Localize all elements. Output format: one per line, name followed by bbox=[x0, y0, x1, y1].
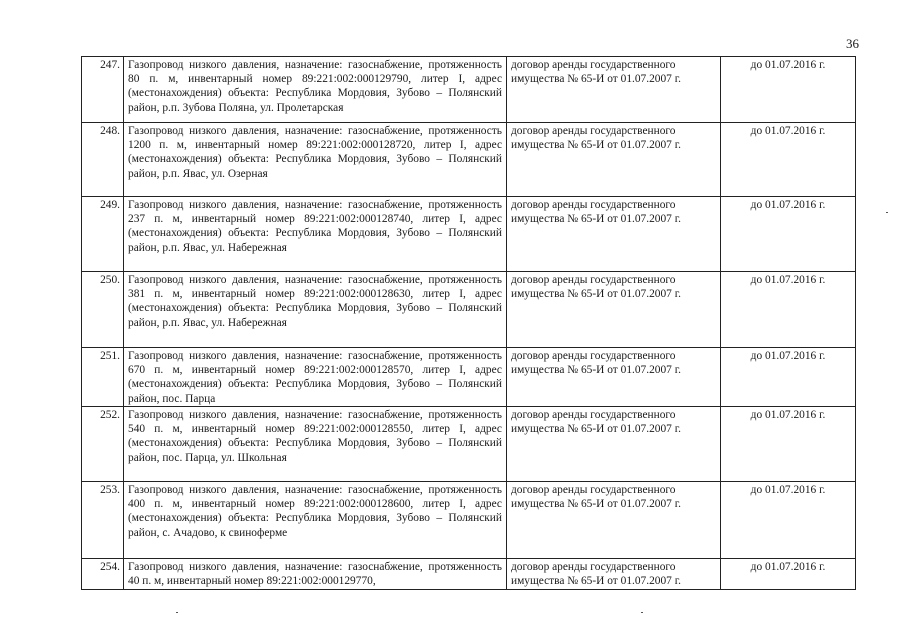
table-row bbox=[82, 272, 856, 348]
lease-term: до 01.07.2016 г. bbox=[721, 407, 856, 482]
table-row bbox=[82, 482, 856, 559]
row-number: 251. bbox=[82, 348, 124, 407]
lease-term: до 01.07.2016 г. bbox=[721, 559, 856, 590]
object-description: Газопровод низкого давления, назначение: газоснабжение, протяженность 40 п. м, инвентарный номер 89:221:002:000129770, bbox=[124, 559, 507, 590]
lease-term: до 01.07.2016 г. bbox=[721, 272, 856, 348]
scan-speck bbox=[176, 612, 178, 613]
row-number: 254. bbox=[82, 559, 124, 590]
row-number: 253. bbox=[82, 482, 124, 559]
object-description: Газопровод низкого давления, назначение: газоснабжение, протяженность 80 п. м, инвентарный номер 89:221:002:000129790, литер I, адрес (местонахождения) объекта: Республика Мордовия, Зубово – Полянский район, р.п. Зубова Поляна, ул. Пролетарская bbox=[124, 57, 507, 123]
table-row bbox=[82, 348, 856, 407]
lease-basis: договор аренды государственного имущества № 65-И от 01.07.2007 г. bbox=[507, 57, 721, 123]
object-description: Газопровод низкого давления, назначение: газоснабжение, протяженность 670 п. м, инвентарный номер 89:221:002:000128570, литер I, адрес (местонахождения) объекта: Республика Мордовия, Зубово – Полянский район, пос. Парца bbox=[124, 348, 507, 407]
lease-term: до 01.07.2016 г. bbox=[721, 197, 856, 272]
lease-basis: договор аренды государственного имущества № 65-И от 01.07.2007 г. bbox=[507, 482, 721, 559]
table-row bbox=[82, 57, 856, 123]
scan-speck bbox=[886, 212, 888, 213]
row-number: 252. bbox=[82, 407, 124, 482]
row-number: 248. bbox=[82, 123, 124, 197]
lease-term: до 01.07.2016 г. bbox=[721, 123, 856, 197]
lease-basis: договор аренды государственного имущества № 65-И от 01.07.2007 г. bbox=[507, 123, 721, 197]
property-registry-table bbox=[81, 56, 856, 590]
lease-basis: договор аренды государственного имущества № 65-И от 01.07.2007 г. bbox=[507, 407, 721, 482]
lease-basis: договор аренды государственного имущества № 65-И от 01.07.2007 г. bbox=[507, 197, 721, 272]
object-description: Газопровод низкого давления, назначение: газоснабжение, протяженность 540 п. м, инвентарный номер 89:221:002:000128550, литер I, адрес (местонахождения) объекта: Республика Мордовия, Зубово – Полянский район, пос. Парца, ул. Школьная bbox=[124, 407, 507, 482]
lease-term: до 01.07.2016 г. bbox=[721, 348, 856, 407]
lease-term: до 01.07.2016 г. bbox=[721, 57, 856, 123]
object-description: Газопровод низкого давления, назначение: газоснабжение, протяженность 1200 п. м, инвентарный номер 89:221:002:000128720, литер I, адрес (местонахождения) объекта: Республика Мордовия, Зубово – Полянский район, р.п. Явас, ул. Озерная bbox=[124, 123, 507, 197]
page-number: 36 bbox=[846, 36, 859, 51]
object-description: Газопровод низкого давления, назначение: газоснабжение, протяженность 381 п. м, инвентарный номер 89:221:002:000128630, литер I, адрес (местонахождения) объекта: Республика Мордовия, Зубово – Полянский район, р.п. Явас, ул. Набережная bbox=[124, 272, 507, 348]
table-row bbox=[82, 407, 856, 482]
table-row bbox=[82, 123, 856, 197]
lease-basis: договор аренды государственного имущества № 65-И от 01.07.2007 г. bbox=[507, 348, 721, 407]
lease-basis: договор аренды государственного имущества № 65-И от 01.07.2007 г. bbox=[507, 272, 721, 348]
table-row bbox=[82, 197, 856, 272]
lease-term: до 01.07.2016 г. bbox=[721, 482, 856, 559]
object-description: Газопровод низкого давления, назначение: газоснабжение, протяженность 237 п. м, инвентарный номер 89:221:002:000128740, литер I, адрес (местонахождения) объекта: Республика Мордовия, Зубово – Полянский район, р.п. Явас, ул. Набережная bbox=[124, 197, 507, 272]
lease-basis: договор аренды государственного имущества № 65-И от 01.07.2007 г. bbox=[507, 559, 721, 590]
scan-speck bbox=[641, 612, 643, 613]
table-row bbox=[82, 559, 856, 590]
row-number: 249. bbox=[82, 197, 124, 272]
row-number: 250. bbox=[82, 272, 124, 348]
object-description: Газопровод низкого давления, назначение: газоснабжение, протяженность 400 п. м, инвентарный номер 89:221:002:000128600, литер I, адрес (местонахождения) объекта: Республика Мордовия, Зубово – Полянский район, с. Ачадово, к свиноферме bbox=[124, 482, 507, 559]
row-number: 247. bbox=[82, 57, 124, 123]
